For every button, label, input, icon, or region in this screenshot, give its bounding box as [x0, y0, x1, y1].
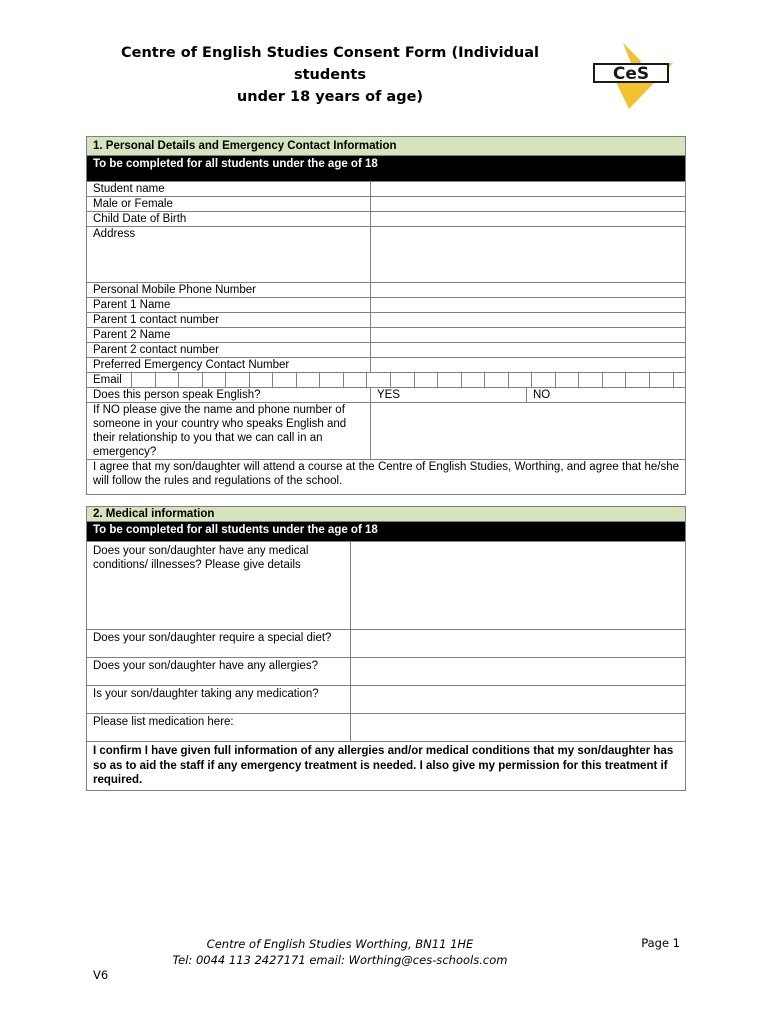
label-diet: Does your son/daughter require a special diet? — [87, 630, 351, 658]
section1-subtitle: To be completed for all students under the age of 18 — [87, 156, 686, 182]
field-if-no[interactable] — [371, 403, 686, 460]
field-parent1-name[interactable] — [371, 298, 686, 313]
field-emergency-contact[interactable] — [371, 358, 686, 373]
field-parent1-contact[interactable] — [371, 313, 686, 328]
logo-text: CeS — [612, 64, 650, 84]
label-address: Address — [87, 227, 371, 283]
form-title: Centre of English Studies Consent Form (Individual students under 18 years of age) — [120, 45, 540, 105]
label-medication-list: Please list medication here: — [87, 714, 351, 742]
section1-table — [86, 136, 686, 495]
field-email-boxes[interactable] — [131, 373, 685, 387]
label-speak-english: Does this person speak English? — [87, 388, 371, 403]
label-medication: Is your son/daughter taking any medication? — [87, 686, 351, 714]
email-row — [87, 373, 686, 388]
ces-logo — [589, 43, 673, 109]
section1-title: 1. Personal Details and Emergency Contact Information — [87, 137, 686, 156]
label-student-name: Student name — [87, 182, 371, 197]
footer-address: Centre of English Studies Worthing, BN11 1HE Tel: 0044 113 2427171 email: Worthing@ces-schools.com — [172, 937, 508, 967]
field-diet[interactable] — [351, 630, 686, 658]
field-student-name[interactable] — [371, 182, 686, 197]
option-no[interactable]: NO — [527, 388, 686, 403]
agreement-text: I agree that my son/daughter will attend a course at the Centre of English Studies, Worthing, and agree that he/she will follow the rules and regulations of the school. — [87, 460, 686, 495]
label-allergies: Does your son/daughter have any allergies? — [87, 658, 351, 686]
label-emergency-contact: Preferred Emergency Contact Number — [87, 358, 371, 373]
field-dob[interactable] — [371, 212, 686, 227]
section2-subtitle: To be completed for all students under the age of 18 — [87, 522, 686, 542]
label-email: Email — [93, 374, 122, 386]
section2-table — [86, 506, 686, 791]
field-medication[interactable] — [351, 686, 686, 714]
label-if-no: If NO please give the name and phone number of someone in your country who speaks English and their relationship to you that we can call in an emergency? — [87, 403, 371, 460]
label-gender: Male or Female — [87, 197, 371, 212]
option-yes[interactable]: YES — [371, 388, 527, 403]
field-conditions[interactable] — [351, 542, 686, 630]
label-parent2-name: Parent 2 Name — [87, 328, 371, 343]
confirm-text: I confirm I have given full information of any allergies and/or medical conditions that my son/daughter has so as to aid the staff if any emergency treatment is needed. I also give my permission for this treatment if required. — [87, 742, 686, 791]
label-parent1-contact: Parent 1 contact number — [87, 313, 371, 328]
page-number: Page 1 — [641, 936, 680, 950]
field-mobile[interactable] — [371, 283, 686, 298]
field-address[interactable] — [371, 227, 686, 283]
field-parent2-contact[interactable] — [371, 343, 686, 358]
field-medication-list[interactable] — [351, 714, 686, 742]
field-allergies[interactable] — [351, 658, 686, 686]
label-conditions: Does your son/daughter have any medical conditions/ illnesses? Please give details — [87, 542, 351, 630]
label-parent2-contact: Parent 2 contact number — [87, 343, 371, 358]
version-label: V6 — [93, 968, 109, 982]
label-mobile: Personal Mobile Phone Number — [87, 283, 371, 298]
field-gender[interactable] — [371, 197, 686, 212]
section2-title: 2. Medical information — [87, 507, 686, 522]
field-parent2-name[interactable] — [371, 328, 686, 343]
label-parent1-name: Parent 1 Name — [87, 298, 371, 313]
label-dob: Child Date of Birth — [87, 212, 371, 227]
